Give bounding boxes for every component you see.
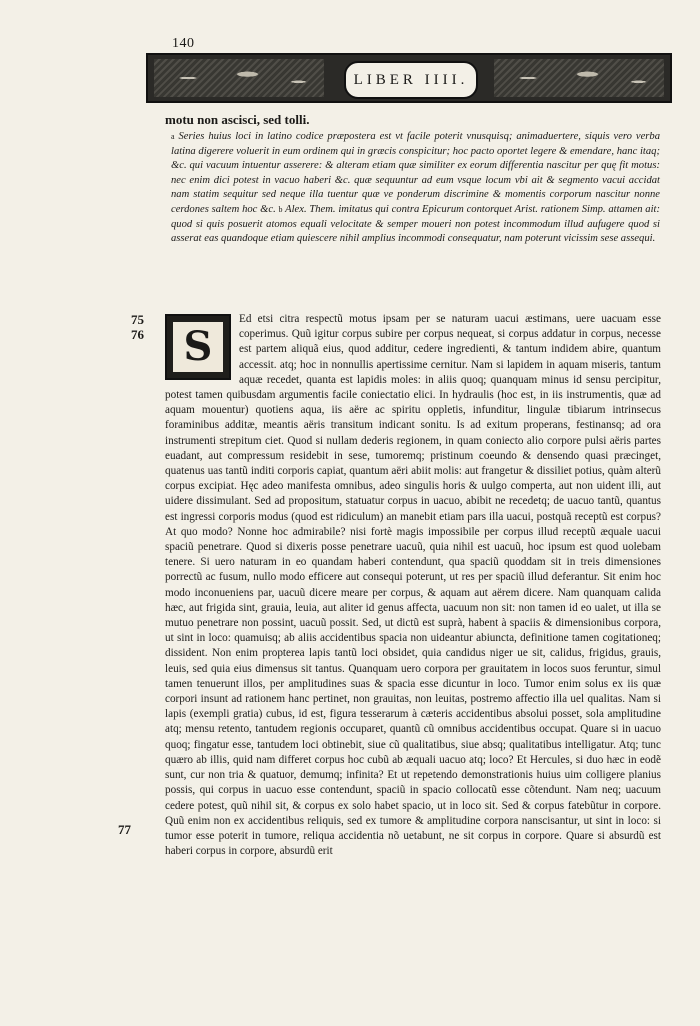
decorated-initial [165, 314, 231, 380]
commentary-text-b: Alex. Them. imitatus qui contra Epicurum contorquet Arist. rationem Simp. attamen ait: quod si quis posuerit atomos equali velocitate & semper moueri non potest incommodum illud aufugere quod si asserat eas quandoque etiam quiescere nihil amplius incommodi consequatur, nam poterunt vicissim sese assequi. [171, 203, 660, 245]
decorated-initial-letter: S [173, 322, 223, 372]
note-mark-b: b [278, 204, 283, 214]
lead-line: motu non ascisci, sed tolli. [165, 112, 310, 127]
woodcut-ornament-right [494, 59, 664, 97]
main-paragraph: Ed etsi citra respectũ motus ipsam per se naturam uacui æstimans, uere uacuam esse coperimus. Quũ igitur corpus subire per corpus nequeat, si corpus addatur in corpus, necesse est partem aliquã eius, quod additur, cedere ingredienti, & tantum indidem abire, quantum accessit. atq; hoc in nonnullis apertissime cernitur. Nam si lapidem in aquam miseris, tantum aquæ recedet, quanta est lapidis moles: in aliis quoq; quanquam minus id sensu percipitur, potest tamen quibusdam argumentis facile coniectatio elici. In hydraulis (hoc est, in iis instrumentis, quæ ad aquam mouentur) quotiens aqua, iis aëre ac spiritu oppletis, infunditur, lingulæ tibiarum intrinsecus foraminibus additæ, meantis aëris transitum indicant sonitu. Is ad exitum properans, festinansq; ad ora instrumenti strepitum ciet. Quod si nullam dederis regionem, in quam coniecto alio corpore pulsi aëris partes euadant, aut compressum residebit in sese, tumoremq; pristinum coeundo & densendo quasi præcinget, quatenus uas tantũ inditi corporis capiat, quantum aëri abiit molis: aut frangetur & dissiliet potius, quàm alterũ corpus excipiat. Hęc adeo manifesta omnibus, adeo singulis horis & uulgo comperta, aut non uident illi, aut uidere dissimulant. Sed ad propositum, statuatur corpus in uacuo, abibit ne recedetq; de uacuo tantũ, quantus est ingressi corporis modus (quod est ridiculum) an manebit etiam pars illa uacui, postquã receptũ est corpus? At quo modo? Nonne hoc admirabile? nisi fortè magis impossibile per corpus illud receptũ æquale uacui spaciũ penetrare. Quod si dixeris posse penetrare uacuũ, quia nihil est uacuũ, hoc ipsum est quod uolebam tenere. Si uero naturam in eo quandam haberi contendunt, qua spaciũ quoddam sit in treis dimensiones porrectũ ac fusum, nullo modo efficere aut consequi poterunt, ut res per spaciũ illud deferantur. Sit enim hoc modo inconueniens par, uacuũ dicere meare per corpus, & aquam aut aërem dicere. Nam quanquam calida hæc, aut frigida sint, grauia, leuia, aut aliter id genus affecta, uacuum non sit: non tamen id eo ualet, ut illa se mutuo penetrare non possint, uacuũ possit. Sed, ut dictũ est suprà, habent à spaciis & dimensionibus corpora, ut sint in loco: quamuisq; ab aliis accidentibus spacia non uideantur abiuncta, definitione tamen cogitationeq; dissident. Non enim propterea lapis tantũ loci obsidet, quia candidus niger ue sit, calidus, frigidus, grauis, leuis, sed quia eius dimensus sit tantus. Quanquam uero corpora per grauitatem in locos suos feruntur, simul tamen tenuerunt illos, per amplitudines suas & spacia esse dicuntur in loco. Tumor enim solus ex iis quæ corpori insunt ad rationem hanc pertinet, non grauitas, non leuitas, postremo affectio illa uel qualitas. Nam si lapis (exempli gratia) cubus, id est, figura tesserarum à cæteris accidentibus absolui posset, sola amplitudine atq; mensu retento, tantudem regionis occuparet, quantũ cũ omnibus accidentibus occupat. Quare si in uacuo quoq; fingatur esse, tantudem loci obtinebit, siue cũ qualitatibus, siue absq; qualitatibus intelligatur. Atq; tunc quæro ab illis, quid nam differet corpus hoc cubũ ab æquali uacuo atq; loco? Et Hercules, si duo hæc in eodẽ sunt, cur non tria & quatuor, demumq; infinita? Et ut repetendo demonstrationis huius uim colligere planius possis, qui corpus in uacuo esse contendunt, spaciũ in spacio collocatũ esse cõtendunt. Nam neq; uacuum cedere potest, quũ nihil sit, & corpus ex solo habet spacio, ut in loco sit. Sed & corpus fatebũtur in corpore. Quũ enim non ex accidentibus reliquis, sed ex tumore & amplitudine corpora nanscisantur, ut sint in loco: si tumor esse poterit in tumore, reliqua accidentia nõ uetabunt, ne sit corpus in corpore. Quare si absurdũ est haberi corpus in corpore, absurdũ erit [165, 313, 661, 858]
page-number: 140 [172, 36, 195, 51]
commentary-section [165, 112, 660, 247]
margin-number-77: 77 [118, 822, 131, 837]
book-title-cartouche: LIBER IIII. [344, 61, 478, 99]
note-mark-a: a [171, 132, 175, 141]
main-text-body [165, 312, 661, 859]
margin-number-76: 76 [131, 327, 144, 342]
commentary-paragraph-a [171, 130, 660, 247]
header-ornament-band [146, 53, 672, 103]
commentary-notes [165, 130, 660, 247]
woodcut-ornament-left [154, 59, 324, 97]
margin-number-75: 75 [131, 312, 144, 327]
commentary-text-a: Series huius loci in latino codice præpostera est vt facile poterit vnusquisq; animaduertere, siquis vero verba latina digerere voluerit in eum ordinem qui in græcis conspicitur; hoc pacto oportet legere & emendare, hanc itaq; &c. qui vacuum intuentur asserere: & alteram etiam quæ similiter ex eorum differentia nascitur per quę fit motus: nec enim dici potest in vacuo haberi &c. quæ sequuntur ad eum vsque locum vbi ait & segmento vacui accidat nam statim sequitur sed neque illa tuentur quæ ve ponderum discrimine & momentis corporum nascitur nonne cerdones saltem hoc &c. [171, 131, 661, 215]
